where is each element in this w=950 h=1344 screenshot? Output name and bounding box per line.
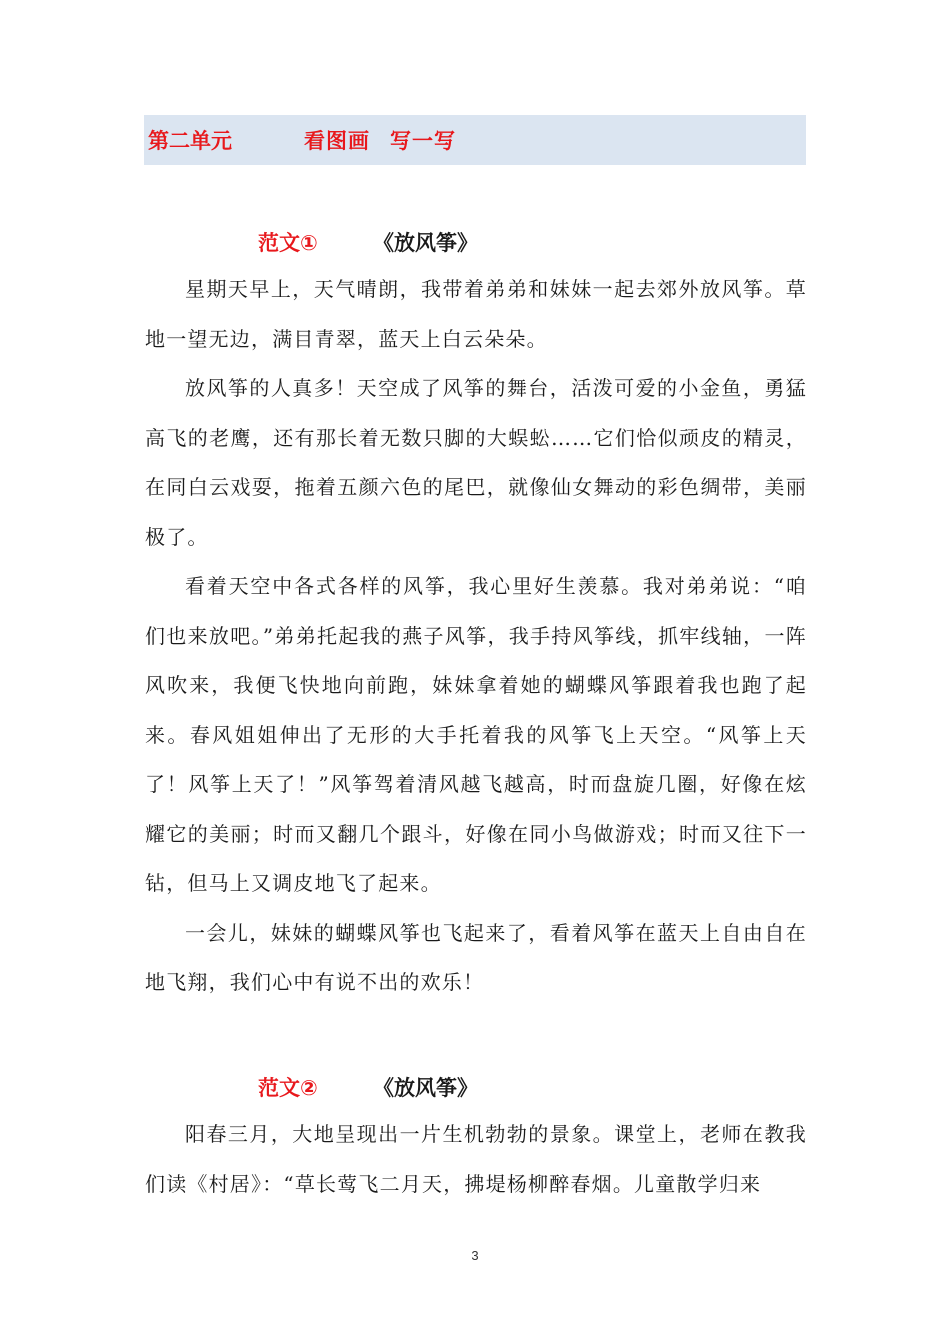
essay-1-paragraph: 星期天早上，天气晴朗，我带着弟弟和妹妹一起去郊外放风筝。草地一望无边，满目青翠，蓝天上白云朵朵。 <box>145 277 807 351</box>
page-number: 3 <box>471 1248 479 1263</box>
essay-2-title: 《放风筝》 <box>373 1076 478 1100</box>
unit-title-part2: 写一写 <box>390 129 456 153</box>
essay-1-paragraph: 放风筝的人真多！天空成了风筝的舞台，活泼可爱的小金鱼，勇猛高飞的老鹰，还有那长着无数只脚的大蜈蚣……它们恰似顽皮的精灵，在同白云戏耍，拖着五颜六色的尾巴，就像仙女舞动的彩色绸带，美丽极了。 <box>145 376 807 549</box>
essay-1-body <box>145 265 807 1008</box>
essay-1-heading <box>258 227 478 257</box>
unit-title-part1: 看图画 <box>304 129 370 153</box>
essay-2-paragraph: 阳春三月，大地呈现出一片生机勃勃的景象。课堂上，老师在教我们读《村居》：“草长莺飞二月天，拂堤杨柳醉春烟。儿童散学归来 <box>145 1122 807 1196</box>
essay-2-body <box>145 1110 807 1209</box>
unit-label: 第二单元 <box>148 129 232 153</box>
essay-1-paragraph: 一会儿，妹妹的蝴蝶风筝也飞起来了，看着风筝在蓝天上自由自在地飞翔，我们心中有说不出的欢乐！ <box>145 920 807 994</box>
essay-1-title: 《放风筝》 <box>373 231 478 255</box>
unit-title <box>304 125 456 155</box>
essay-2-heading <box>258 1072 478 1102</box>
essay-1-label: 范文① <box>258 231 318 255</box>
essay-1-paragraph: 看着天空中各式各样的风筝，我心里好生羡慕。我对弟弟说：“咱们也来放吧。”弟弟托起我的燕子风筝，我手持风筝线，抓牢线轴，一阵风吹来，我便飞快地向前跑，妹妹拿着她的蝴蝶风筝跟着我也跑了起来。春风姐姐伸出了无形的大手托着我的风筝飞上天空。“风筝上天了！风筝上天了！”风筝驾着清风越飞越高，时而盘旋几圈，好像在炫耀它的美丽；时而又翻几个跟斗，好像在同小鸟做游戏；时而又往下一钻，但马上又调皮地飞了起来。 <box>145 574 807 895</box>
unit-header-banner <box>144 115 806 165</box>
essay-2-label: 范文② <box>258 1076 318 1100</box>
